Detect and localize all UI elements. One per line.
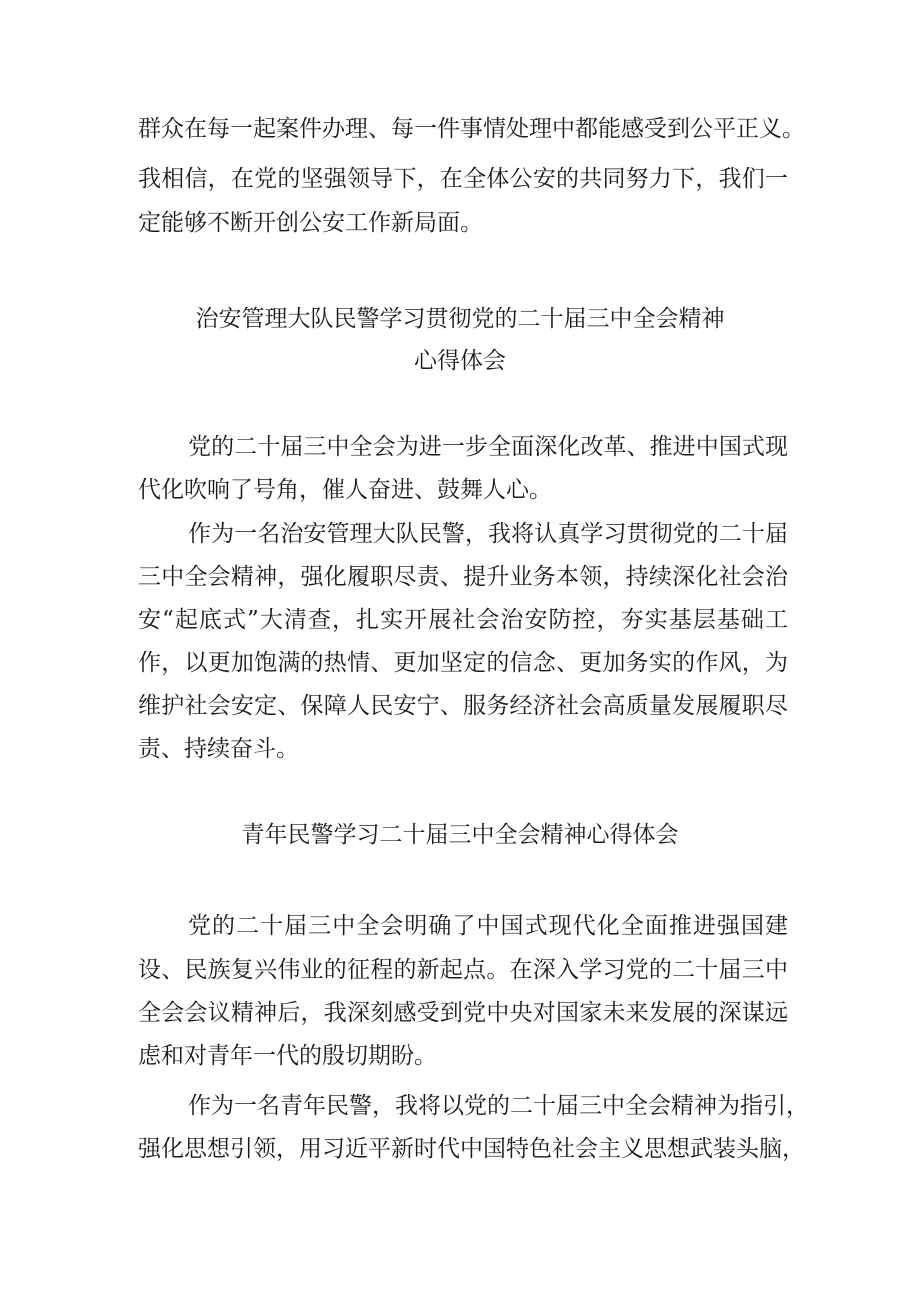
paragraph-line: 作，以更加饱满的热情、更加坚定的信念、更加务实的作风，为	[138, 650, 788, 676]
article-title: 治安管理大队民警学习贯彻党的二十届三中全会精神	[195, 306, 725, 332]
paragraph-line: 责、持续奋斗。	[138, 736, 299, 762]
paragraph-line: 作为一名青年民警，我将以党的二十届三中全会精神为指引，	[188, 1093, 809, 1119]
paragraph-line: 作为一名治安管理大队民警，我将认真学习贯彻党的二十届	[188, 521, 788, 547]
paragraph-line: 安“起底式”大清查，扎实开展社会治安防控，夯实基层基础工	[138, 607, 788, 633]
body-line: 我相信，在党的坚强领导下，在全体公安的共同努力下，我们一	[138, 166, 788, 192]
paragraph-line: 党的二十届三中全会为进一步全面深化改革、推进中国式现	[188, 434, 788, 460]
paragraph-line: 维护社会安定、保障人民安宁、服务经济社会高质量发展履职尽	[138, 693, 788, 719]
paragraph-line: 三中全会精神，强化履职尽责、提升业务本领，持续深化社会治	[138, 564, 788, 590]
paragraph-line: 党的二十届三中全会明确了中国式现代化全面推进强国建	[188, 913, 788, 939]
paragraph-line: 设、民族复兴伟业的征程的新起点。在深入学习党的二十届三中	[138, 957, 788, 983]
body-line: 定能够不断开创公安工作新局面。	[138, 210, 483, 236]
paragraph-line: 虑和对青年一代的殷切期盼。	[138, 1043, 437, 1069]
article-title: 青年民警学习二十届三中全会精神心得体会	[241, 822, 679, 848]
body-line: 群众在每一起案件办理、每一件事情处理中都能感受到公平正义。	[138, 116, 805, 142]
article-title-line2: 心得体会	[414, 348, 506, 374]
paragraph-line: 全会会议精神后，我深刻感受到党中央对国家未来发展的深谋远	[138, 1000, 788, 1026]
paragraph-line: 强化思想引领，用习近平新时代中国特色社会主义思想武装头脑，	[138, 1136, 805, 1162]
paragraph-line: 代化吹响了号角，催人奋进、鼓舞人心。	[138, 477, 552, 503]
